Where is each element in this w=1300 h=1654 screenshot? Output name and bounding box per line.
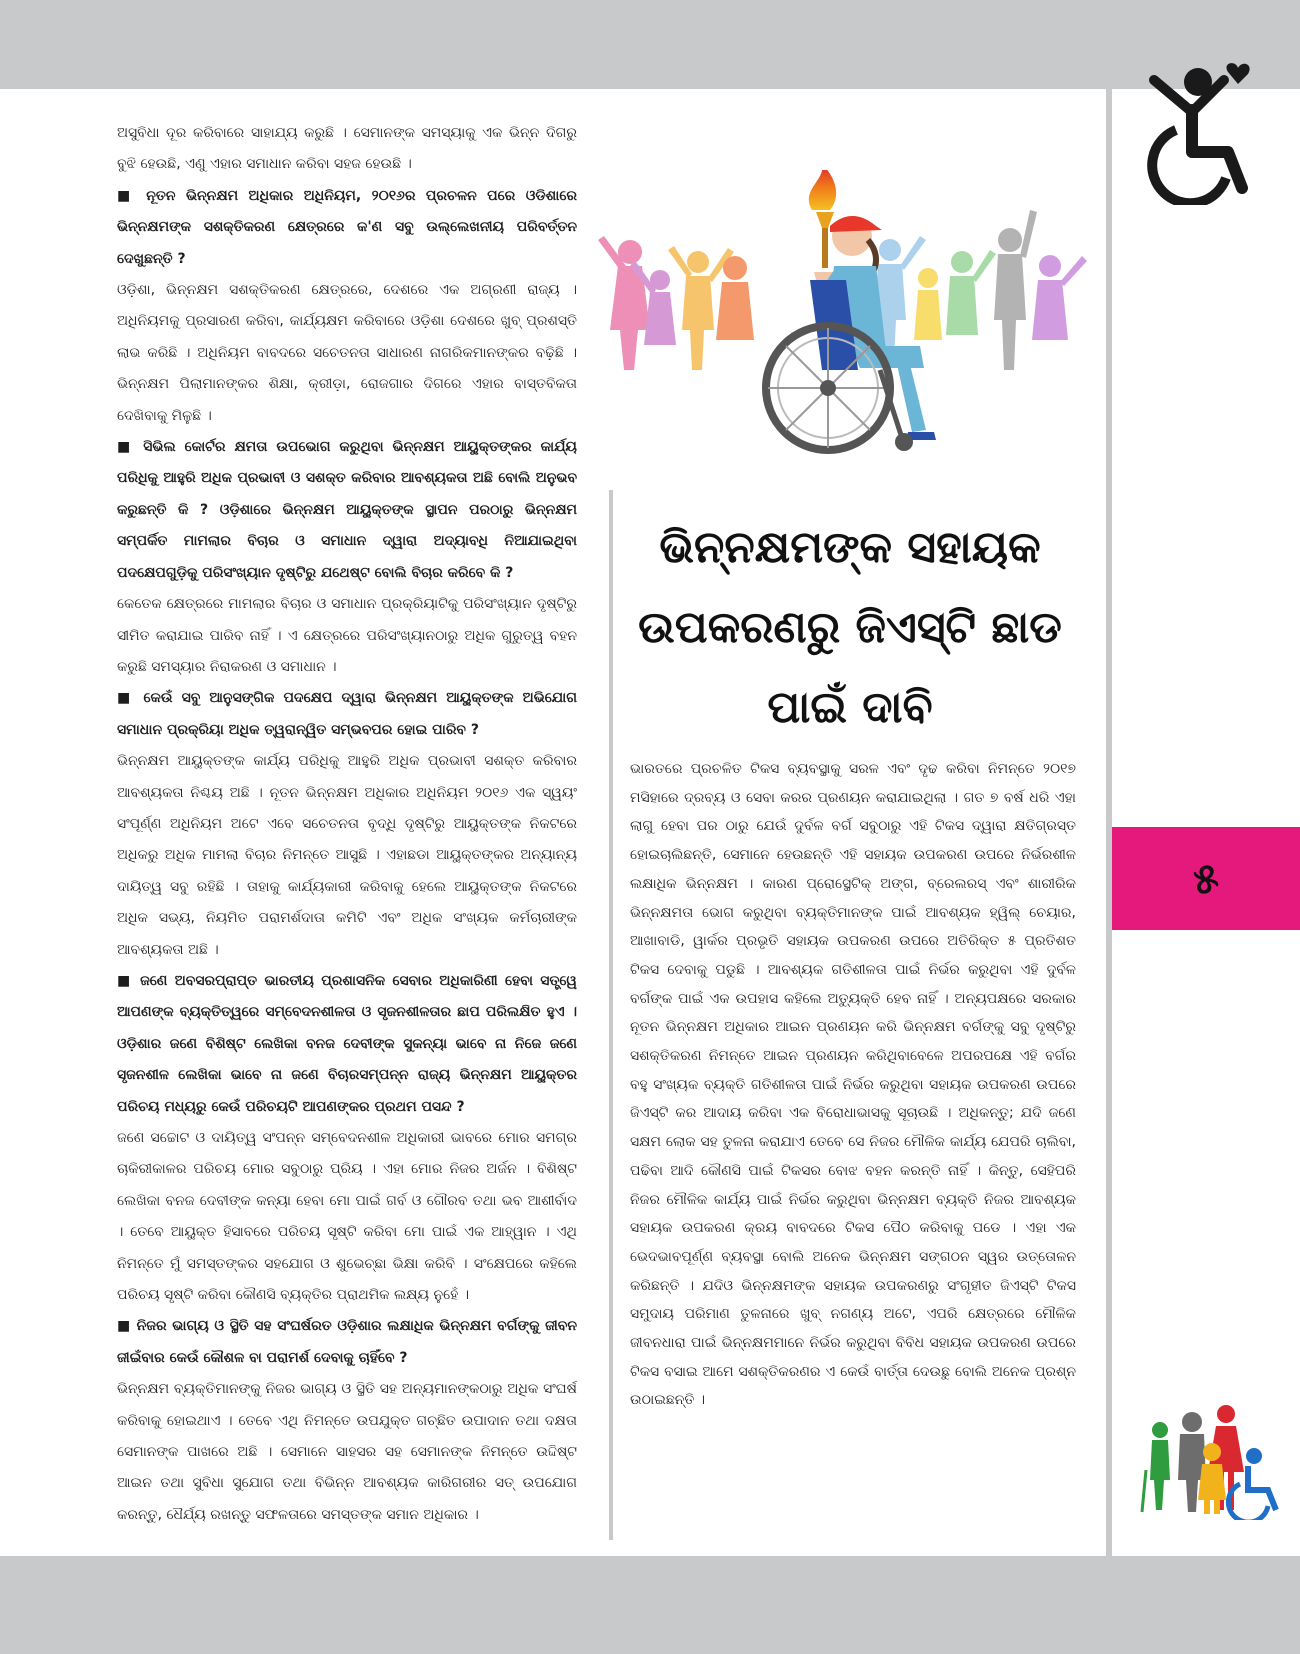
answer-paragraph: ଜଣେ ସଚ୍ଚୋଟ ଓ ଦାୟିତ୍ୱ ସଂପନ୍ନ ସମ୍ବେଦନଶୀଳ ଅଧିକାରୀ ଭାବରେ ମୋର ସମଗ୍ର ଚାକିରୀକାଳର ପରିଚୟ ମୋର ସବୁଠାରୁ ପ୍ରିୟ । ଏହା ମୋର ନିଜର ଅର୍ଜନ । ବିଶିଷ୍ଟ ଲେଖିକା ବନଜ ଦେବୀଙ୍କ କନ୍ୟା ହେବା ମୋ ପାଇଁ ଗର୍ବ ଓ ଗୌରବ ତଥା ଭବ ଆଶୀର୍ବାଦ । ତେବେ ଆୟୁକ୍ତ ହିସାବରେ ପରିଚୟ ସୃଷ୍ଟି କରିବା ମୋ ପାଇଁ ଏକ ଆହ୍ୱାନ । ଏଥି ନିମନ୍ତେ ମୁଁ ସମସ୍ତଙ୍କର ସହଯୋଗ ଓ ଶୁଭେଚ୍ଛା ଭିକ୍ଷା କରିବି । ସଂକ୍ଷେପରେ କହିଲେ ପରିଚୟ ସୃଷ୍ଟି କରିବା କୌଣସି ବ୍ୟକ୍ତିର ପ୍ରାଥମିକ ଲକ୍ଷ୍ୟ ନୁହେଁ । <box>117 1130 577 1304</box>
silhouette-grey <box>994 210 1037 370</box>
page-number: ୫ <box>1192 853 1220 903</box>
silhouette-green <box>946 250 996 335</box>
bottom-band <box>0 1556 1300 1654</box>
article-body <box>630 755 1076 1545</box>
question-paragraph: ■ ନିଜର ଭାଗ୍ୟ ଓ ସ୍ଥିତି ସହ ସଂଘର୍ଷରତ ଓଡ଼ିଶାର ଲକ୍ଷାଧିକ ଭିନ୍ନକ୍ଷମ ବର୍ଗଙ୍କୁ ଜୀବନ ଜୀଇଁବାର କେଉଁ କୌଶଳ ବା ପରାମର୍ଶ ଦେବାକୁ ଚାହିଁବେ ? <box>117 1318 577 1366</box>
article-paragraph: ଭାରତରେ ପ୍ରଚଳିତ ଟିକସ ବ୍ୟବସ୍ଥାକୁ ସରଳ ଏବଂ ଦୃଢ କରିବା ନିମନ୍ତେ ୨୦୧୭ ମସିହାରେ ଦ୍ରବ୍ୟ ଓ ସେବା କରର ପ୍ରଣୟନ କରାଯାଇଥିଲା । ଗତ ୭ ବର୍ଷ ଧରି ଏହା ଲାଗୁ ହେବା ପର ଠାରୁ ଯେଉଁ ଦୁର୍ବଳ ବର୍ଗ ସବୁଠାରୁ ଏହି ଟିକସ ଦ୍ୱାରା କ୍ଷତିଗ୍ରସ୍ତ ହୋଇଚାଲିଛନ୍ତି, ସେମାନେ ହେଉଛନ୍ତି ଏହି ସହାୟକ ଉପକରଣ ଉପରେ ନିର୍ଭରଶୀଳ ଲକ୍ଷାଧିକ ଭିନ୍ନକ୍ଷମ । କାରଣ ପ୍ରୋସ୍ଥେଟିକ୍ ଅଙ୍ଗ, ବ୍ରେଲରସ୍ ଏବଂ ଶାରୀରିକ ଭିନ୍ନକ୍ଷମତା ଭୋଗ କରୁଥିବା ବ୍ୟକ୍ତିମାନଙ୍କ ପାଇଁ ଆବଶ୍ୟକ ହ୍ୱିଲ୍ ଚେୟାର, ଆଖାବାଡି, ୱାର୍କର ପ୍ରଭୃତି ସହାୟକ ଉପକରଣ ଉପରେ ଅତିରିକ୍ତ ୫ ପ୍ରତିଶତ ଟିକସ ଦେବାକୁ ପଡୁଛି । ଆବଶ୍ୟକ ଗତିଶୀଳତା ପାଇଁ ନିର୍ଭର କରୁଥିବା ଏହି ଦୁର୍ବଳ ବର୍ଗଙ୍କ ପାଇଁ ଏକ ଉପହାସ କହିଲେ ଅତ୍ୟୁକ୍ତି ହେବ ନାହିଁ । ଅନ୍ୟପକ୍ଷରେ ସରକାର ନୂତନ ଭିନ୍ନକ୍ଷମ ଅଧିକାର ଆଇନ ପ୍ରଣୟନ କରି ଭିନ୍ନକ୍ଷମ ବର୍ଗଙ୍କୁ ସବୁ ଦୃଷ୍ଟିରୁ ସଶକ୍ତିକରଣ ନିମନ୍ତେ ଆଇନ ପ୍ରଣୟନ କରିଥିବାବେଳେ ଅପରପକ୍ଷେ ଏହି ବର୍ଗର ବହୁ ସଂଖ୍ୟକ ବ୍ୟକ୍ତି ଗତିଶୀଳତା ପାଇଁ ନିର୍ଭର କରୁଥିବା ସହାୟକ ଉପକରଣ ଉପରେ ଜିଏସ୍‌ଟି କର ଆଦାୟ କରିବା ଏକ ବିରୋଧାଭାସକୁ ସୂଚାଉଛି । ଅଧିକନ୍ତୁ; ଯଦି ଜଣେ ସକ୍ଷମ ଲୋକ ସହ ତୁଳନା କରାଯାଏ ତେବେ ସେ ନିଜର ମୌଳିକ କାର୍ଯ୍ୟ ଯେପରି ଚାଲିବା, ପଢିବା ଆଦି କୌଣସି ପାଇଁ ଟିକସର ବୋଝ ବହନ କରନ୍ତି ନାହିଁ । କିନ୍ତୁ, ସେହିପରି ନିଜର ମୌଳିକ କାର୍ଯ୍ୟ ପାଇଁ ନିର୍ଭର କରୁଥିବା ଭିନ୍ନକ୍ଷମ ବ୍ୟକ୍ତି ନିଜର ଆବଶ୍ୟକ ସହାୟକ ଉପକରଣ କ୍ରୟ ବାବଦରେ ଟିକସ ପୈଠ କରିବାକୁ ପଡେ । ଏହା ଏକ ଭେଦଭାବପୂର୍ଣ୍ଣ ବ୍ୟବସ୍ଥା ବୋଲି ଅନେକ ଭିନ୍ନକ୍ଷମ ସଙ୍ଗଠନ ସ୍ୱର ଉତ୍ତୋଳନ କରିଛନ୍ତି । ଯଦିଓ ଭିନ୍ନକ୍ଷମଙ୍କ ସହାୟକ ଉପକରଣରୁ ସଂଗୃହୀତ ଜିଏସ୍‌ଟି ଟିକସ ସମୁଦାୟ ପରିମାଣ ତୁଳନାରେ ଖୁବ୍ ନଗଣ୍ୟ ଅଟେ, ଏପରି କ୍ଷେତ୍ରରେ ମୌଳିକ ଜୀବନଧାରା ପାଇଁ ଭିନ୍ନକ୍ଷମମାନେ ନିର୍ଭର କରୁଥିବା ବିବିଧ ସହାୟକ ଉପକରଣ ଉପରେ ଟିକସ ବସାଇ ଆମେ ସଶକ୍ତିକରଣର ଏ କେଉଁ ବାର୍ତ୍ତା ଦେଉଛୁ ବୋଲି ଅନେକ ପ୍ରଶ୍ନ ଉଠାଇଛନ୍ତି । <box>630 761 1076 1409</box>
answer-paragraph: ଭିନ୍ନକ୍ଷମ ବ୍ୟକ୍ତିମାନଙ୍କୁ ନିଜର ଭାଗ୍ୟ ଓ ସ୍ଥିତି ସହ ଅନ୍ୟମାନଙ୍କଠାରୁ ଅଧିକ ସଂଘର୍ଷ କରିବାକୁ ହୋଇଥାଏ । ତେବେ ଏଥି ନିମନ୍ତେ ଉପଯୁକ୍ତ ଗଚ୍ଛିତ ଉପାଦାନ ତଥା ଦକ୍ଷତା ସେମାନଙ୍କ ପାଖରେ ଅଛି । ସେମାନେ ସାହସର ସହ ସେମାନଙ୍କ ନିମନ୍ତେ ଉଦ୍ଦିଷ୍ଟ ଆଇନ ତଥା ସୁବିଧା ସୁଯୋଗ ତଥା ବିଭିନ୍ନ ଆବଶ୍ୟକ କାରିଗରୀର ସତ୍ ଉପଯୋଗ କରନ୍ତୁ, ଧୈର୍ଯ୍ୟ ରଖନ୍ତୁ ସଫଳତାରେ ସମସ୍ତଙ୍କ ସମାନ ଅଧିକାର । <box>117 1381 577 1523</box>
column-divider <box>609 490 613 1540</box>
answer-paragraph: କେତେକ କ୍ଷେତ୍ରରେ ମାମଲାର ବିଚାର ଓ ସମାଧାନ ପ୍ରକ୍ରିୟାଟିକୁ ପରିସଂଖ୍ୟାନ ଦୃଷ୍ଟିରୁ ସୀମିତ କରାଯାଇ ପାରିବ ନାହିଁ । ଏ କ୍ଷେତ୍ରରେ ପରିସଂଖ୍ୟାନଠାରୁ ଅଧିକ ଗୁରୁତ୍ୱ ବହନ କରୁଛି ସମସ୍ୟାର ନିରାକରଣ ଓ ସମାଧାନ । <box>117 596 577 675</box>
question-paragraph: ■ କେଉଁ ସବୁ ଆନୁସଙ୍ଗିକ ପଦକ୍ଷେପ ଦ୍ୱାରା ଭିନ୍ନକ୍ଷମ ଆୟୁକ୍ତଙ୍କ ଅଭିଯୋଗ ସମାଧାନ ପ୍ରକ୍ରିୟା ଅଧିକ ତ୍ୱରାନ୍ୱିତ ସମ୍ଭବପର ହୋଇ ପାରିବ ? <box>117 690 577 738</box>
wheelchair-athlete-illustration <box>590 170 1090 470</box>
answer-paragraph: ଭିନ୍ନକ୍ଷମ ଆୟୁକ୍ତଙ୍କ କାର୍ଯ୍ୟ ପରିଧିକୁ ଆହୁରି ଅଧିକ ପ୍ରଭାବୀ ସଶକ୍ତ କରିବାର ଆବଶ୍ୟକତା ନିଶ୍ଚୟ ଅଛି । ନୂତନ ଭିନ୍ନକ୍ଷମ ଅଧିକାର ଅଧିନିୟମ ୨୦୧୬ ଏକ ସ୍ୱୟଂ ସଂପୂର୍ଣ୍ଣ ଅଧିନିୟମ ଅଟେ ଏବେ ସଚେତନତା ବୃଦ୍ଧି ଦୃଷ୍ଟିରୁ ଆୟୁକ୍ତଙ୍କ ନିକଟରେ ଅଧିକରୁ ଅଧିକ ମାମଲା ବିଚାର ନିମନ୍ତେ ଆସୁଛି । ଏହାଛଡା ଆୟୁକ୍ତଙ୍କର ଅନ୍ୟାନ୍ୟ ଦାୟିତ୍ୱ ସବୁ ରହିଛି । ତାହାକୁ କାର୍ଯ୍ୟକାରୀ କରିବାକୁ ହେଲେ ଆୟୁକ୍ତଙ୍କ ନିକଟରେ ଅଧିକ ସଭ୍ୟ, ନିୟମିତ ପରାମର୍ଶଦାତା କମିଟି ଏବଂ ଅଧିକ ସଂଖ୍ୟକ କର୍ମଚାରୀଙ୍କ ଆବଶ୍ୟକତା ଅଛି । <box>117 753 577 958</box>
answer-paragraph: ଓଡ଼ିଶା, ଭିନ୍ନକ୍ଷମ ସଶକ୍ତିକରଣ କ୍ଷେତ୍ରରେ, ଦେଶରେ ଏକ ଅଗ୍ରଣୀ ରାଜ୍ୟ । ଅଧିନିୟମକୁ ପ୍ରସାରଣ କରିବା, କାର୍ଯ୍ୟକ୍ଷମ କରିବାରେ ଓଡ଼ିଶା ଦେଶରେ ଖୁବ୍ ପ୍ରଶସ୍ତି ଲାଭ କରିଛି । ଅଧିନିୟମ ବାବଦରେ ସଚେତନତା ସାଧାରଣ ନାଗରିକମାନଙ୍କର ବଢ଼ିଛି । ଭିନ୍ନକ୍ଷମ ପିଲାମାନଙ୍କର ଶିକ୍ଷା, କ୍ରୀଡ଼ା, ରୋଜଗାର ଦିଗରେ ଏହାର ବାସ୍ତବିକତା ଦେଖିବାକୁ ମିଳୁଛି । <box>117 282 577 424</box>
question-paragraph: ■ ନୂତନ ଭିନ୍ନକ୍ଷମ ଅଧିକାର ଅଧିନିୟମ, ୨୦୧୬ର ପ୍ରଚଳନ ପରେ ଓଡିଶାରେ ଭିନ୍ନକ୍ଷମଙ୍କ ସଶକ୍ତିକରଣ କ୍ଷେତ୍ରରେ କ'ଣ ସବୁ ଉଲ୍ଲେଖନୀୟ ପରିବର୍ତ୍ତନ ଦେଖୁଛନ୍ତି ? <box>117 187 577 267</box>
question-paragraph: ■ ଜଣେ ଅବସରପ୍ରାପ୍ତ ଭାରତୀୟ ପ୍ରଶାସନିକ ସେବାର ଅଧିକାରିଣୀ ହେବା ସତ୍ତ୍ୱେ ଆପଣଙ୍କ ବ୍ୟକ୍ତିତ୍ୱରେ ସମ୍ବେଦନଶୀଳତା ଓ ସୃଜନଶୀଳତାର ଛାପ ପରିଲକ୍ଷିତ ହୁଏ । ଓଡ଼ିଶାର ଜଣେ ବିଶିଷ୍ଟ ଲେଖିକା ବନଜ ଦେବୀଙ୍କ ସୁକନ୍ୟା ଭାବେ ନା ନିଜେ ଜଣେ ସୃଜନଶୀଳ ଲେଖିକା ଭାବେ ନା ଜଣେ ବିଚାରସମ୍ପନ୍ନ ରାଜ୍ୟ ଭିନ୍ନକ୍ଷମ ଆୟୁକ୍ତର ପରିଚୟ ମଧ୍ୟରୁ କେଉଁ ପରିଚୟଟି ଆପଣଙ୍କର ପ୍ରଥମ ପସନ୍ଦ ? <box>117 972 577 1115</box>
top-band <box>0 0 1300 89</box>
accessibility-wheelchair-icon <box>1130 60 1270 205</box>
person-green-icon <box>1142 1422 1170 1512</box>
article-headline: ଭିନ୍ନକ୍ଷମଙ୍କ ସହାୟକ ଉପକରଣରୁ ଜିଏସ୍‌ଟି ଛାଡ ପାଇଁ ଦାବି <box>638 522 1062 733</box>
torch-icon <box>809 170 836 268</box>
page-number-tab <box>1112 827 1300 930</box>
answer-paragraph: ଅସୁବିଧା ଦୂର କରିବାରେ ସାହାଯ୍ୟ କରୁଛି । ସେମାନଙ୍କ ସମସ୍ୟାକୁ ଏକ ଭିନ୍ନ ଦିଗରୁ ବୁଝି ହେଉଛି, ଏଣୁ ଏହାର ସମାଧାନ କରିବା ସହଜ ହେଉଛି । <box>117 125 577 173</box>
disability-group-icon <box>1140 1400 1280 1520</box>
silhouette-purple <box>1032 255 1087 340</box>
right-divider <box>1106 89 1112 1556</box>
silhouette-yellow <box>914 268 942 340</box>
silhouette-pink <box>598 236 650 370</box>
interview-column <box>117 118 577 1550</box>
question-paragraph: ■ ସିଭିଲ କୋର୍ଟର କ୍ଷମତା ଉପଭୋଗ କରୁଥିବା ଭିନ୍ନକ୍ଷମ ଆୟୁକ୍ତଙ୍କର କାର୍ଯ୍ୟ ପରିଧିକୁ ଆହୁରି ଅଧିକ ପ୍ରଭାବୀ ଓ ସଶକ୍ତ କରିବାର ଆବଶ୍ୟକତା ଅଛି ବୋଲି ଅନୁଭବ କରୁଛନ୍ତି କି ? ଓଡ଼ିଶାରେ ଭିନ୍ନକ୍ଷମ ଆୟୁକ୍ତଙ୍କ ସ୍ଥାପନ ପରଠାରୁ ଭିନ୍ନକ୍ଷମ ସମ୍ପର୍କିତ ମାମଲାର ବିଚାର ଓ ସମାଧାନ ଦ୍ୱାରା ଅଦ୍ୟାବଧି ନିଆଯାଇଥିବା ପଦକ୍ଷେପଗୁଡ଼ିକୁ ପରିସଂଖ୍ୟାନ ଦୃଷ୍ଟିରୁ ଯଥେଷ୍ଟ ବୋଲି ବିଚାର କରିବେ କି ? <box>117 439 577 581</box>
